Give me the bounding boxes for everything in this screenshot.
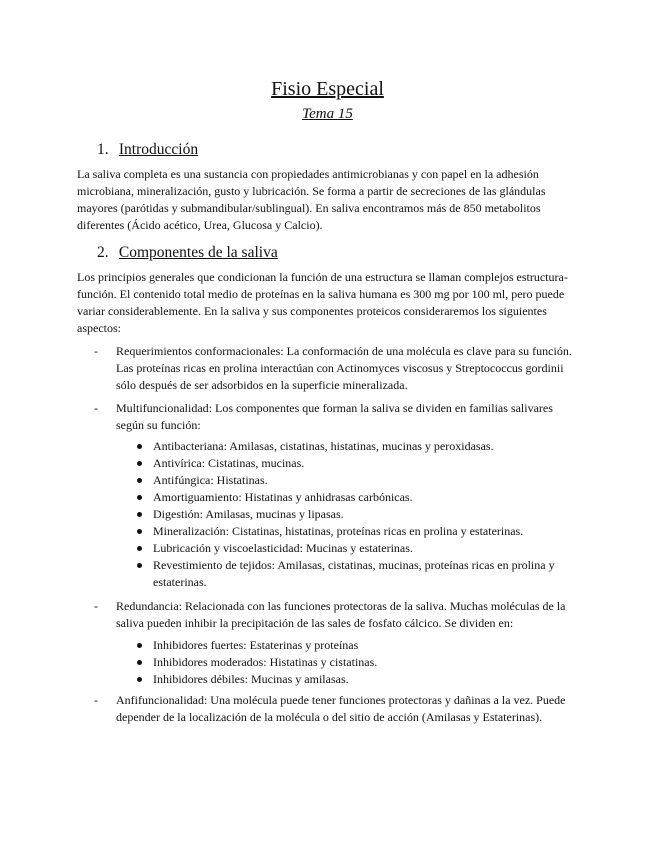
bullet-icon: [137, 529, 142, 534]
dash-marker: -: [94, 599, 98, 613]
bullet-text: Inhibidores fuertes: Estaterinas y proteínas: [153, 638, 359, 652]
bullet-item: [116, 557, 579, 591]
bullet-list-funciones: [116, 438, 579, 591]
bullet-text: Antifúngica: Histatinas.: [153, 473, 268, 487]
dash-marker: -: [94, 401, 98, 415]
list-item-text: Multifuncionalidad: Los componentes que forman la saliva se dividen en familias salivares según su función:: [116, 401, 553, 432]
bullet-text: Mineralización: Cistatinas, histatinas, proteínas ricas en prolina y estaterinas.: [153, 524, 524, 538]
bullet-item: [116, 455, 579, 472]
bullet-text: Amortiguamiento: Histatinas y anhidrasas carbónicas.: [153, 490, 413, 504]
componentes-paragraph: Los principios generales que condicionan la función de una estructura se llaman complejos estructura-función. El contenido total medio de proteínas en la saliva humana es 300 mg por 100 ml, pero puede variar considerablemente. En la saliva y sus componentes proteicos consideraremos los siguientes aspectos:: [77, 270, 568, 335]
list-item-requerimientos: [77, 343, 579, 394]
bullet-item: [116, 540, 579, 557]
bullet-icon: [137, 495, 142, 500]
bullet-icon: [137, 444, 142, 449]
document-subtitle: Tema 15: [302, 106, 353, 122]
bullet-item: [116, 472, 579, 489]
bullet-icon: [137, 660, 142, 665]
list-item-text: Redundancia: Relacionada con las funciones protectoras de la saliva. Muchas moléculas de la saliva pueden inhibir la precipitación de las sales de fosfato cálcico. Se dividen en:: [116, 599, 566, 630]
bullet-text: Antibacteriana: Amilasas, cistatinas, histatinas, mucinas y peroxidasas.: [153, 439, 494, 453]
bullet-text: Inhibidores débiles: Mucinas y amilasas.: [153, 672, 349, 686]
bullet-icon: [137, 677, 142, 682]
section-heading-introduccion: [97, 141, 198, 159]
section-title: Introducción: [118, 141, 199, 158]
bullet-item: [116, 506, 579, 523]
bullet-icon: [137, 546, 142, 551]
bullet-icon: [137, 461, 142, 466]
section-number: 2.: [97, 244, 109, 261]
bullet-text: Antivírica: Cistatinas, mucinas.: [153, 456, 305, 470]
document-title: Fisio Especial: [271, 78, 384, 100]
list-item-text: Requerimientos conformacionales: La conformación de una molécula es clave para su función. Las proteínas ricas en prolina interactúan con Actinomyces viscosus y Streptococcus gordinii sólo después de ser adsorbidos en la superficie mineralizada.: [116, 344, 572, 392]
bullet-text: Inhibidores moderados: Histatinas y cistatinas.: [153, 655, 378, 669]
list-item-text: Anfifuncionalidad: Una molécula puede tener funciones protectoras y dañinas a la vez. Puede depender de la localización de la molécula o del sitio de acción (Amilasas y Estaterinas).: [116, 693, 566, 724]
bullet-text: Revestimiento de tejidos: Amilasas, cistatinas, mucinas, proteínas ricas en prolina y estaterinas.: [153, 558, 555, 589]
bullet-item: [116, 637, 579, 654]
bullet-item: [116, 654, 579, 671]
bullet-icon: [137, 643, 142, 648]
dash-marker: -: [94, 693, 98, 707]
bullet-item: [116, 438, 579, 455]
bullet-text: Lubricación y viscoelasticidad: Mucinas y estaterinas.: [153, 541, 413, 555]
bullet-icon: [137, 563, 142, 568]
bullet-item: [116, 523, 579, 540]
bullet-item: [116, 489, 579, 506]
dash-marker: -: [94, 344, 98, 358]
intro-paragraph: La saliva completa es una sustancia con propiedades antimicrobianas y con papel en la adhesión microbiana, mineralización, gusto y lubricación. Se forma a partir de secreciones de las glándulas mayores (parótidas y submandibular/sublingual). En saliva encontramos más de 850 metabolitos diferentes (Ácido acético, Urea, Glucosa y Calcio).: [77, 167, 546, 232]
section-number: 1.: [97, 141, 109, 158]
bullet-text: Digestión: Amilasas, mucinas y lipasas.: [153, 507, 344, 521]
section-title: Componentes de la saliva: [118, 244, 278, 261]
bullet-item: [116, 671, 579, 688]
list-item-multifuncionalidad: [77, 400, 579, 434]
list-item-redundancia: [77, 598, 579, 632]
section-heading-componentes: [97, 244, 278, 262]
bullet-icon: [137, 478, 142, 483]
list-item-anfifuncionalidad: [77, 692, 579, 726]
bullet-list-inhibidores: [116, 637, 579, 688]
bullet-icon: [137, 512, 142, 517]
